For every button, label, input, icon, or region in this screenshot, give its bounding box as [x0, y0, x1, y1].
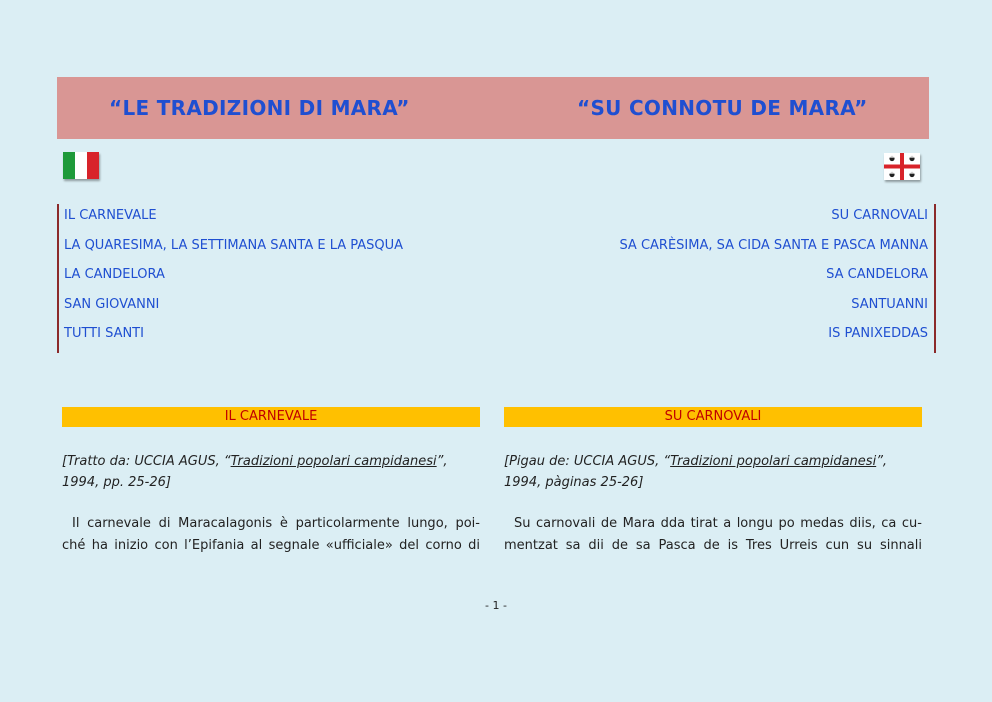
source-citation-sardinian — [504, 451, 922, 493]
toc-italian — [57, 204, 497, 353]
body-line-1: Il carnevale di Maracalagonis è particolarmente lungo, poi- — [72, 516, 480, 531]
toc-item-la-candelora[interactable]: LA CANDELORA — [64, 267, 165, 283]
title-banner — [57, 77, 929, 139]
toc-sardinian — [500, 204, 936, 353]
toc-item-sa-candelora[interactable]: SA CANDELORA — [826, 267, 928, 283]
page-number: - 1 - — [485, 599, 507, 612]
toc-item-san-giovanni[interactable]: SAN GIOVANNI — [64, 296, 160, 312]
toc-item-la-quaresima[interactable]: LA QUARESIMA, LA SETTIMANA SANTA E LA PASQUA — [64, 237, 404, 253]
toc-item-santuanni[interactable]: SANTUANNI — [851, 296, 928, 312]
source-suffix: ”, — [876, 454, 888, 469]
toc-item-is-panixeddas[interactable]: IS PANIXEDDAS — [828, 326, 928, 342]
source-work-title: Tradizioni popolari campidanesi — [230, 454, 437, 469]
body-text-italian — [62, 513, 480, 557]
source-work-title: Tradizioni popolari campidanesi — [670, 454, 877, 469]
section-heading-italian: IL CARNEVALE — [62, 407, 480, 427]
source-prefix: [Tratto da: UCCIA AGUS, “ — [62, 454, 231, 469]
body-text-sardinian — [504, 513, 922, 557]
toc-item-tutti-santi[interactable]: TUTTI SANTI — [64, 326, 144, 342]
source-suffix: ”, — [436, 454, 448, 469]
sardinian-flag-icon — [884, 153, 920, 180]
toc-item-su-carnovali[interactable]: SU CARNOVALI — [831, 208, 928, 223]
italian-flag-icon — [63, 152, 99, 179]
title-sardinian: “SU CONNOTU DE MARA” — [577, 96, 868, 120]
toc-item-il-carnevale[interactable]: IL CARNEVALE — [64, 208, 157, 223]
body-line-2: mentzat sa dii de sa Pasca de is Tres Urreis cun su sinnali — [504, 538, 922, 553]
source-line-2: 1994, pàginas 25-26] — [504, 475, 644, 490]
title-italian: “LE TRADIZIONI DI MARA” — [109, 96, 410, 120]
body-line-2: ché ha inizio con l’Epifania al segnale «ufficiale» del corno di — [62, 538, 480, 553]
body-line-1: Su carnovali de Mara dda tirat a longu po medas diis, ca cu- — [514, 516, 922, 531]
toc-item-sa-caresima[interactable]: SA CARÈSIMA, SA CIDA SANTA E PASCA MANNA — [619, 237, 928, 253]
source-prefix: [Pigau de: UCCIA AGUS, “ — [504, 454, 671, 469]
source-line-2: 1994, pp. 25-26] — [62, 475, 171, 490]
source-citation-italian — [62, 451, 480, 493]
section-heading-sardinian: SU CARNOVALI — [504, 407, 922, 427]
